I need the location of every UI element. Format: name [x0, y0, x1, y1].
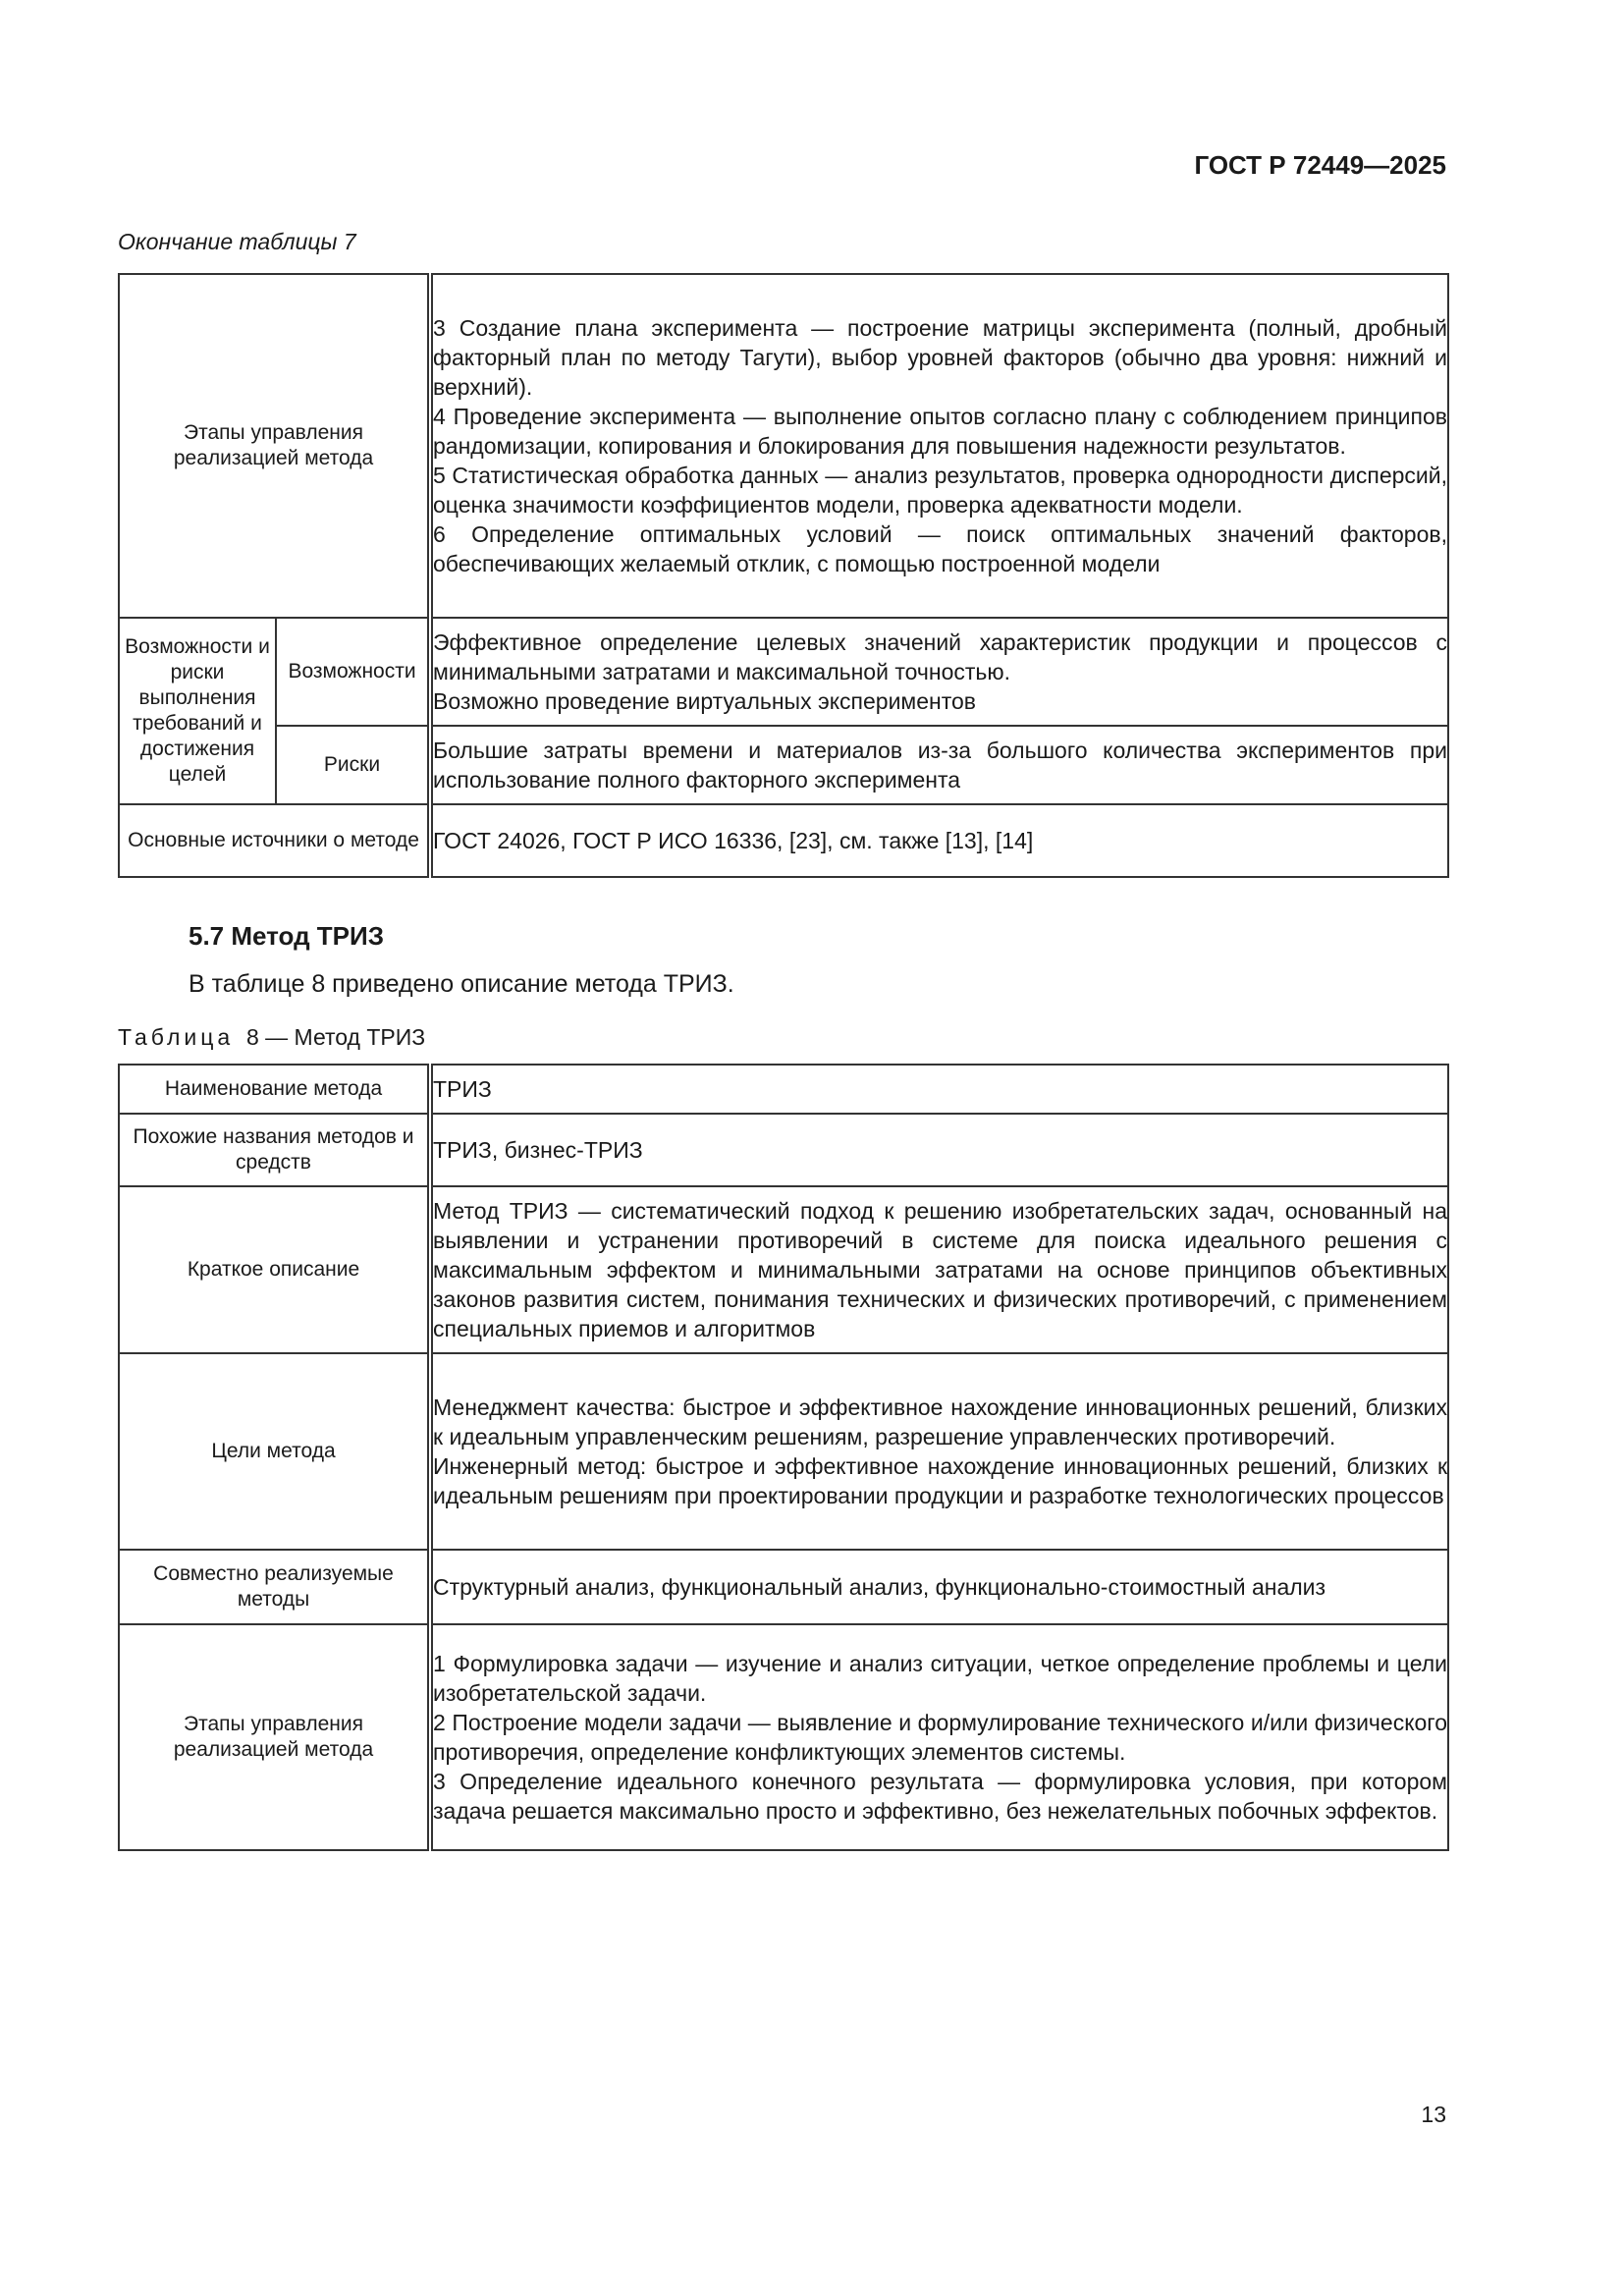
table-row — [119, 804, 1448, 877]
table-row — [119, 726, 1448, 804]
row-content-description: Метод ТРИЗ — систематический подход к решению изобретательских задач, основанный на выявлении и устранении противоречий в системе для поиска идеального решения с максимальным эффектом и минимальными затратами на основе принципов объективных законов развития систем, понимания технических и физических противоречий, с применением специальных приемов и алгоритмов — [430, 1186, 1448, 1353]
row-content-stages — [430, 274, 1448, 618]
row-content-goals — [430, 1353, 1448, 1550]
page-number: 13 — [1421, 2102, 1446, 2127]
row-label-stages: Этапы управления реализацией метода — [119, 274, 430, 618]
row-content-name: ТРИЗ — [430, 1065, 1448, 1114]
stage-line: 6 Определение оптимальных условий — поиск оптимальных значений факторов, обеспечивающих желаемый отклик, с помощью построенной модели — [433, 521, 1447, 576]
table-row — [119, 1065, 1448, 1114]
row-content-stages — [430, 1624, 1448, 1850]
row-content-sources: ГОСТ 24026, ГОСТ Р ИСО 16336, [23], см. также [13], [14] — [430, 804, 1448, 877]
sub-label-opportunities: Возможности — [276, 618, 430, 726]
stage-line: 3 Создание плана эксперимента — построение матрицы эксперимента (полный, дробный факторный план по методу Тагути), выбор уровней факторов (обычно два уровня: нижний и верхний). — [433, 315, 1447, 400]
table-row — [119, 1624, 1448, 1850]
row-label-stages: Этапы управления реализацией метода — [119, 1624, 430, 1850]
row-content-risks: Большие затраты времени и материалов из-за большого количества экспериментов при использование полного факторного эксперимента — [430, 726, 1448, 804]
goal-line: Менеджмент качества: быстрое и эффективное нахождение инновационных решений, близких к идеальным управленческим решениям, разрешение управленческих противоречий. — [433, 1394, 1447, 1449]
stage-line: 2 Построение модели задачи — выявление и формулирование технического и/или физического противоречия, определение конфликтующих элементов системы. — [433, 1710, 1447, 1765]
sub-label-risks: Риски — [276, 726, 430, 804]
table-7-end — [118, 273, 1449, 878]
table-row — [119, 1186, 1448, 1353]
table-title-prefix: Таблица — [118, 1024, 235, 1050]
section-heading: 5.7 Метод ТРИЗ — [189, 921, 384, 951]
table-title-text: 8 — Метод ТРИЗ — [245, 1024, 426, 1050]
row-label-similar: Похожие названия методов и средств — [119, 1114, 430, 1186]
row-content-opportunities — [430, 618, 1448, 726]
table-8 — [118, 1064, 1449, 1851]
row-content-joint: Структурный анализ, функциональный анализ, функционально-стоимостный анализ — [430, 1550, 1448, 1624]
stage-line: 4 Проведение эксперимента — выполнение опытов согласно плану с соблюдением принципов рандомизации, копирования и блокирования для повышения надежности результатов. — [433, 404, 1447, 459]
row-content-similar: ТРИЗ, бизнес-ТРИЗ — [430, 1114, 1448, 1186]
table-row — [119, 1353, 1448, 1550]
stage-line: 1 Формулировка задачи — изучение и анализ ситуации, четкое определение проблемы и цели изобретательской задачи. — [433, 1651, 1447, 1706]
table7-continuation-caption: Окончание таблицы 7 — [118, 229, 356, 254]
document-code: ГОСТ Р 72449—2025 — [1194, 150, 1446, 180]
table-row — [119, 1550, 1448, 1624]
stage-line: 3 Определение идеального конечного результата — формулировка условия, при котором задача решается максимально просто и эффективно, без нежелательных побочных эффектов. — [433, 1769, 1447, 1824]
stage-line: 5 Статистическая обработка данных — анализ результатов, проверка однородности дисперсий, оценка значимости коэффициентов модели, проверка адекватности модели. — [433, 463, 1447, 518]
opportunity-line: Возможно проведение виртуальных экспериментов — [433, 688, 977, 714]
row-label-name: Наименование метода — [119, 1065, 430, 1114]
table-row — [119, 274, 1448, 618]
table-8-title — [118, 1024, 425, 1051]
row-label-sources: Основные источники о методе — [119, 804, 430, 877]
row-label-opportunities-risks: Возможности и риски выполнения требований и достижения целей — [119, 618, 276, 804]
opportunity-line: Эффективное определение целевых значений характеристик продукции и процессов с минимальными затратами и максимальной точностью. — [433, 629, 1447, 684]
section-intro-text: В таблице 8 приведено описание метода ТРИЗ. — [189, 970, 734, 998]
row-label-description: Краткое описание — [119, 1186, 430, 1353]
row-label-goals: Цели метода — [119, 1353, 430, 1550]
goal-line: Инженерный метод: быстрое и эффективное нахождение инновационных решений, близких к идеальным решениям при проектировании продукции и разработке технологических процессов — [433, 1453, 1447, 1508]
row-label-joint: Совместно реализуемые методы — [119, 1550, 430, 1624]
table-row — [119, 1114, 1448, 1186]
table-row — [119, 618, 1448, 726]
